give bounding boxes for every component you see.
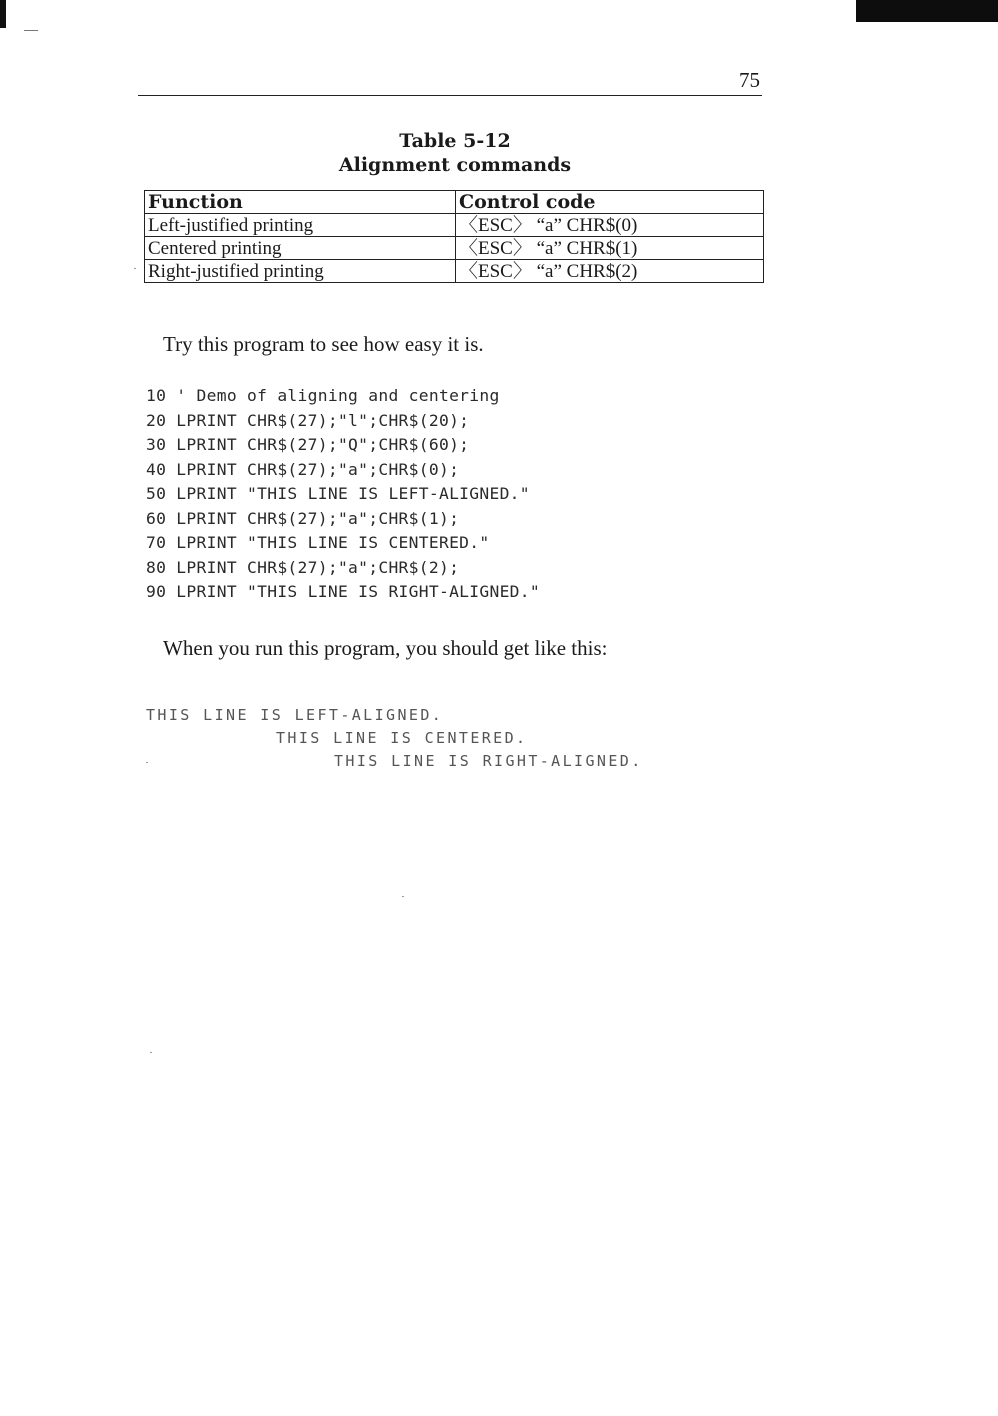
function-cell: Centered printing xyxy=(145,237,456,260)
program-line: 30 LPRINT CHR$(27);"Q";CHR$(60); xyxy=(146,435,470,454)
function-cell: Left-justified printing xyxy=(145,214,456,237)
scan-dash-mark xyxy=(24,30,38,31)
header-function: Function xyxy=(145,191,456,214)
table-row xyxy=(145,237,764,260)
printer-output-sample xyxy=(146,704,643,773)
header-rule xyxy=(138,95,762,96)
program-line: 40 LPRINT CHR$(27);"a";CHR$(0); xyxy=(146,459,460,479)
table-header-row xyxy=(145,191,764,214)
program-line: 60 LPRINT CHR$(27);"a";CHR$(1); xyxy=(146,508,460,528)
program-line: 10 ' Demo of aligning and centering xyxy=(146,386,500,405)
page-number: 75 xyxy=(739,68,760,92)
program-line: 50 LPRINT "THIS LINE IS LEFT-ALIGNED." xyxy=(146,484,530,503)
table-row xyxy=(145,260,764,283)
intro-paragraph: Try this program to see how easy it is. xyxy=(163,332,484,356)
function-cell: Right-justified printing xyxy=(145,260,456,283)
header-control-code: Control code xyxy=(456,191,764,214)
program-line: 80 LPRINT CHR$(27);"a";CHR$(2); xyxy=(146,557,460,577)
output-line-centered: THIS LINE IS CENTERED. xyxy=(276,729,528,747)
control-code-cell: 〈ESC〉 “a” CHR$(0) xyxy=(456,214,764,237)
program-line: 70 LPRINT "THIS LINE IS CENTERED." xyxy=(146,533,490,552)
basic-program-listing xyxy=(146,384,540,605)
alignment-commands-table xyxy=(144,190,764,283)
table-row xyxy=(145,214,764,237)
result-paragraph: When you run this program, you should get like this: xyxy=(163,636,608,660)
scan-speck xyxy=(134,268,136,269)
scan-speck xyxy=(150,1052,152,1053)
scan-speck xyxy=(402,896,404,897)
table-title: Table 5-12 xyxy=(399,130,511,152)
scan-edge-mark-right xyxy=(856,0,998,22)
output-line-left-aligned: THIS LINE IS LEFT-ALIGNED. xyxy=(146,706,444,724)
output-line-right-aligned: THIS LINE IS RIGHT-ALIGNED. xyxy=(334,752,643,770)
program-line: 90 LPRINT "THIS LINE IS RIGHT-ALIGNED." xyxy=(146,582,540,601)
scan-speck xyxy=(146,762,148,763)
table-subtitle: Alignment commands xyxy=(338,154,572,176)
scan-edge-mark-left xyxy=(0,0,6,28)
control-code-cell: 〈ESC〉 “a” CHR$(1) xyxy=(456,237,764,260)
program-line: 20 LPRINT CHR$(27);"l";CHR$(20); xyxy=(146,410,470,430)
control-code-cell: 〈ESC〉 “a” CHR$(2) xyxy=(456,260,764,283)
